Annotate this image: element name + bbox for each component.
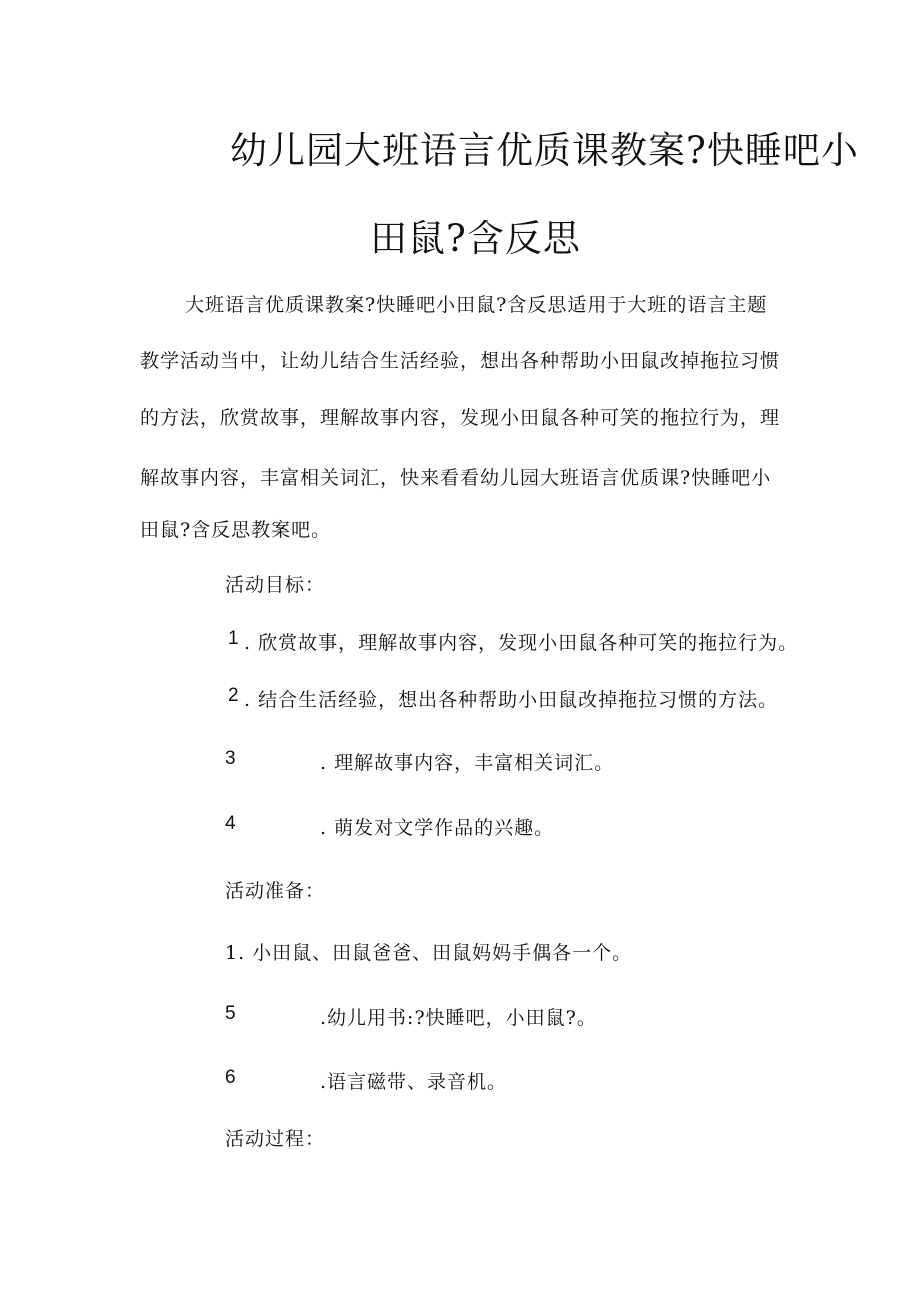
- intro-line-4: 解故事内容，丰富相关词汇，快来看看幼儿园大班语言优质课?快睡吧小: [140, 467, 772, 489]
- goal-text-2: . 结合生活经验，想出各种帮助小田鼠改掉拖拉习惯的方法。: [244, 689, 779, 711]
- intro-line-5: 田鼠?含反思教案吧。: [140, 519, 332, 541]
- goal-number-1: 1: [228, 628, 239, 649]
- prep-number-6: 6: [225, 1067, 236, 1088]
- prep-heading: 活动准备：: [225, 880, 326, 902]
- goal-text-4: . 萌发对文学作品的兴趣。: [320, 817, 555, 839]
- page-title-line-2: 田鼠?含反思: [370, 217, 581, 260]
- goals-heading: 活动目标：: [225, 574, 326, 596]
- process-heading: 活动过程：: [225, 1128, 326, 1150]
- intro-line-3: 的方法，欣赏故事，理解故事内容，发现小田鼠各种可笑的拖拉行为，理: [140, 407, 781, 429]
- prep-number-5: 5: [225, 1003, 236, 1024]
- prep-item-1: 1. 小田鼠、田鼠爸爸、田鼠妈妈手偶各一个。: [225, 942, 633, 964]
- intro-line-1: 大班语言优质课教案?快睡吧小田鼠?含反思适用于大班的语言主题: [185, 294, 768, 316]
- goal-number-4: 4: [225, 813, 236, 834]
- prep-text-6: .语言磁带、录音机。: [320, 1071, 508, 1093]
- goal-text-1: . 欣赏故事，理解故事内容，发现小田鼠各种可笑的拖拉行为。: [244, 632, 799, 654]
- intro-line-2: 教学活动当中，让幼儿结合生活经验，想出各种帮助小田鼠改掉拖拉习惯: [140, 350, 781, 372]
- page-title-line-1: 幼儿园大班语言优质课教案?快睡吧小: [230, 129, 859, 172]
- goal-number-3: 3: [225, 748, 236, 769]
- prep-text-5: .幼儿用书:?快睡吧，小田鼠?。: [320, 1007, 597, 1029]
- goal-text-3: . 理解故事内容，丰富相关词汇。: [320, 752, 615, 774]
- goal-number-2: 2: [228, 685, 239, 706]
